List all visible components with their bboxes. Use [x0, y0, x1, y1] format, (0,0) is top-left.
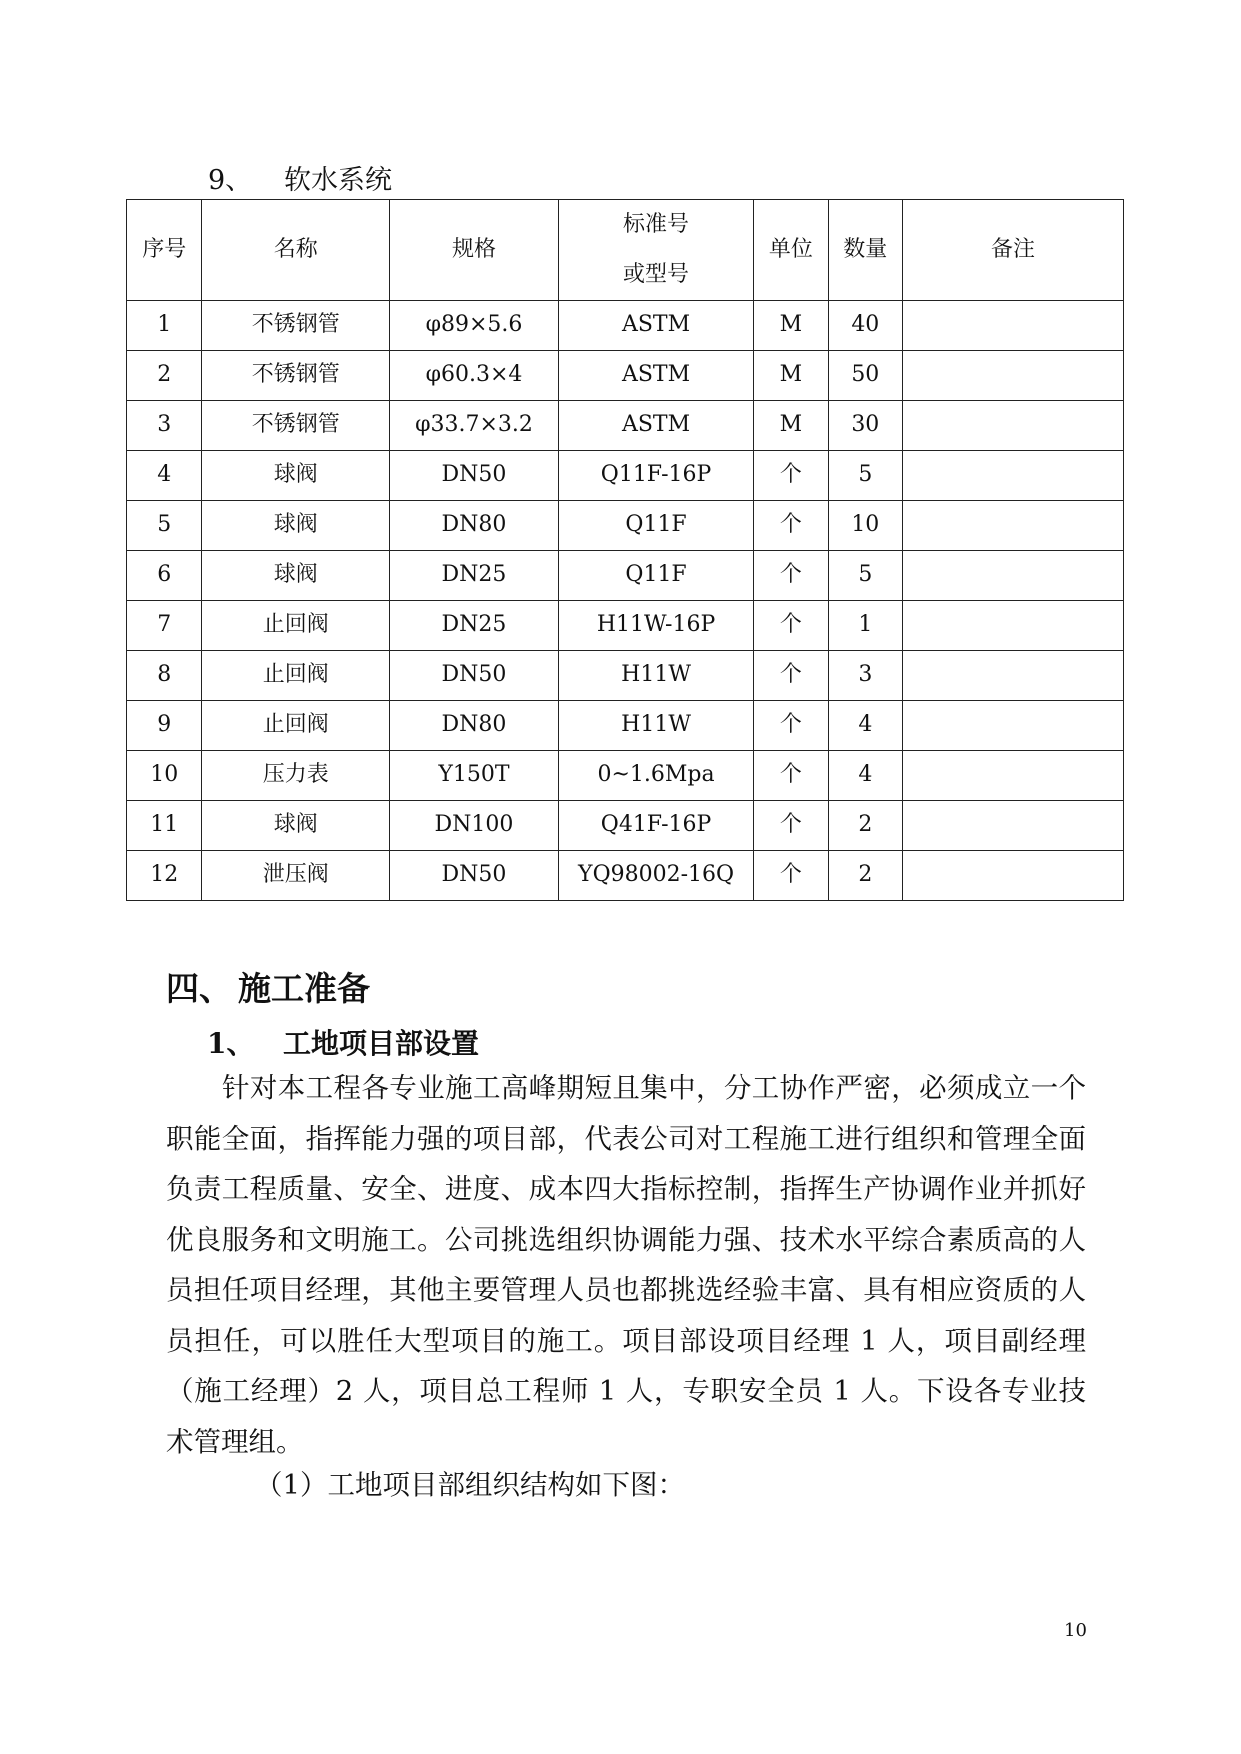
cell-spec: φ33.7×3.2: [390, 401, 559, 451]
table-row: [127, 301, 1124, 351]
table-header-row: [127, 200, 1124, 301]
table-row: [127, 851, 1124, 901]
table-row: [127, 501, 1124, 551]
cell-spec: DN50: [390, 451, 559, 501]
cell-std: ASTM: [558, 301, 753, 351]
header-standard-line1: 标准号: [623, 212, 690, 237]
cell-std: Q11F: [558, 551, 753, 601]
org-chart-note: （1）工地项目部组织结构如下图：: [255, 1469, 685, 1501]
header-unit: 单位: [754, 200, 828, 301]
cell-seq: 4: [127, 451, 202, 501]
cell-std: H11W: [558, 701, 753, 751]
cell-qty: 5: [828, 551, 902, 601]
cell-remark: [903, 851, 1124, 901]
cell-spec: DN50: [390, 651, 559, 701]
cell-seq: 1: [127, 301, 202, 351]
cell-unit: 个: [754, 451, 828, 501]
cell-remark: [903, 351, 1124, 401]
cell-qty: 50: [828, 351, 902, 401]
cell-remark: [903, 551, 1124, 601]
cell-unit: 个: [754, 501, 828, 551]
cell-unit: M: [754, 301, 828, 351]
chapter-number: 四、: [166, 969, 232, 1008]
cell-unit: M: [754, 351, 828, 401]
cell-std: ASTM: [558, 351, 753, 401]
table-row: [127, 351, 1124, 401]
header-standard-line2: 或型号: [623, 262, 690, 287]
chapter-title: 施工准备: [238, 969, 370, 1008]
table-row: [127, 401, 1124, 451]
cell-std: Q11F-16P: [558, 451, 753, 501]
cell-std: 0~1.6Mpa: [558, 751, 753, 801]
cell-std: H11W-16P: [558, 601, 753, 651]
cell-remark: [903, 651, 1124, 701]
cell-seq: 8: [127, 651, 202, 701]
cell-spec: DN100: [390, 801, 559, 851]
cell-qty: 5: [828, 451, 902, 501]
cell-qty: 2: [828, 851, 902, 901]
cell-remark: [903, 751, 1124, 801]
body-paragraph: 针对本工程各专业施工高峰期短且集中，分工协作严密，必须成立一个职能全面，指挥能力强的项目部，代表公司对工程施工进行组织和管理全面负责工程质量、安全、进度、成本四大指标控制，指挥生产协调作业并抓好优良服务和文明施工。公司挑选组织协调能力强、技术水平综合素质高的人员担任项目经理，其他主要管理人员也都挑选经验丰富、具有相应资质的人员担任，可以胜任大型项目的施工。项目部设项目经理 1 人，项目副经理（施工经理）2 人，项目总工程师 1 人，专职安全员 1 人。下设各专业技术管理组。: [166, 1072, 1086, 1458]
cell-qty: 3: [828, 651, 902, 701]
header-qty: 数量: [828, 200, 902, 301]
cell-spec: DN25: [390, 601, 559, 651]
cell-qty: 30: [828, 401, 902, 451]
cell-name: 不锈钢管: [202, 401, 390, 451]
section-heading: [208, 158, 392, 197]
subsection-heading: [207, 1022, 479, 1062]
cell-seq: 3: [127, 401, 202, 451]
cell-std: H11W: [558, 651, 753, 701]
cell-spec: DN80: [390, 701, 559, 751]
equipment-table: [126, 199, 1124, 901]
subsection-title: 工地项目部设置: [283, 1027, 480, 1060]
table-row: [127, 451, 1124, 501]
table-row: [127, 701, 1124, 751]
cell-std: YQ98002-16Q: [558, 851, 753, 901]
cell-name: 止回阀: [202, 601, 390, 651]
cell-spec: Y150T: [390, 751, 559, 801]
cell-std: Q41F-16P: [558, 801, 753, 851]
cell-spec: DN25: [390, 551, 559, 601]
cell-name: 泄压阀: [202, 851, 390, 901]
table-row: [127, 651, 1124, 701]
cell-remark: [903, 701, 1124, 751]
chapter-heading: [166, 963, 370, 1010]
subsection-number: 1、: [207, 1027, 255, 1060]
cell-qty: 4: [828, 751, 902, 801]
cell-seq: 9: [127, 701, 202, 751]
cell-seq: 10: [127, 751, 202, 801]
cell-seq: 5: [127, 501, 202, 551]
cell-name: 球阀: [202, 801, 390, 851]
cell-spec: DN50: [390, 851, 559, 901]
header-standard: [558, 200, 753, 301]
cell-unit: 个: [754, 601, 828, 651]
table-row: [127, 751, 1124, 801]
cell-name: 球阀: [202, 501, 390, 551]
cell-spec: φ60.3×4: [390, 351, 559, 401]
cell-seq: 6: [127, 551, 202, 601]
cell-seq: 2: [127, 351, 202, 401]
cell-remark: [903, 301, 1124, 351]
cell-remark: [903, 501, 1124, 551]
cell-name: 不锈钢管: [202, 351, 390, 401]
cell-qty: 10: [828, 501, 902, 551]
cell-name: 止回阀: [202, 651, 390, 701]
cell-spec: DN80: [390, 501, 559, 551]
header-spec: 规格: [390, 200, 559, 301]
cell-qty: 1: [828, 601, 902, 651]
cell-remark: [903, 601, 1124, 651]
cell-unit: 个: [754, 651, 828, 701]
cell-std: ASTM: [558, 401, 753, 451]
header-seq: 序号: [127, 200, 202, 301]
cell-seq: 7: [127, 601, 202, 651]
cell-unit: M: [754, 401, 828, 451]
header-name: 名称: [202, 200, 390, 301]
cell-name: 球阀: [202, 451, 390, 501]
cell-std: Q11F: [558, 501, 753, 551]
section-title: 软水系统: [284, 165, 392, 196]
cell-unit: 个: [754, 801, 828, 851]
cell-spec: φ89×5.6: [390, 301, 559, 351]
cell-name: 止回阀: [202, 701, 390, 751]
cell-remark: [903, 801, 1124, 851]
table-body: [127, 301, 1124, 901]
cell-name: 不锈钢管: [202, 301, 390, 351]
page-number: 10: [1064, 1620, 1087, 1641]
table-row: [127, 551, 1124, 601]
cell-seq: 12: [127, 851, 202, 901]
cell-unit: 个: [754, 701, 828, 751]
cell-name: 压力表: [202, 751, 390, 801]
cell-qty: 40: [828, 301, 902, 351]
cell-unit: 个: [754, 551, 828, 601]
cell-qty: 2: [828, 801, 902, 851]
header-remark: 备注: [903, 200, 1124, 301]
cell-seq: 11: [127, 801, 202, 851]
cell-name: 球阀: [202, 551, 390, 601]
cell-remark: [903, 401, 1124, 451]
section-number: 9、: [208, 165, 253, 196]
table-row: [127, 801, 1124, 851]
cell-unit: 个: [754, 851, 828, 901]
cell-remark: [903, 451, 1124, 501]
table-row: [127, 601, 1124, 651]
cell-qty: 4: [828, 701, 902, 751]
cell-unit: 个: [754, 751, 828, 801]
